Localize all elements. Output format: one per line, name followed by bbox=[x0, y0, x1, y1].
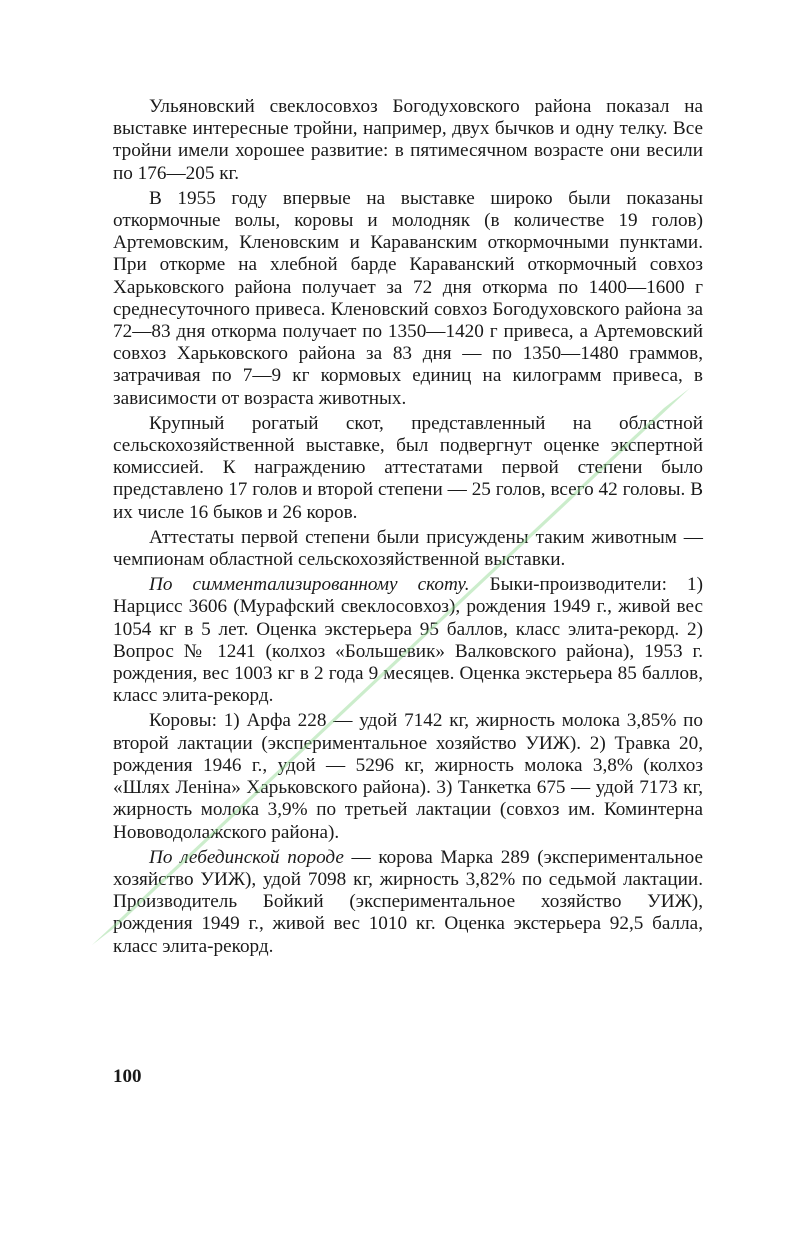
paragraph-5: По симментализированному скоту. Быки-производители: 1) Нарцисс 3606 (Мурафский свеклосовхоз), рождения 1949 г., живой вес 1054 кг в 5 лет. Оценка экстерьера 95 баллов, класс элита-рекорд. 2) Вопрос № 1241 (колхоз «Большевик» Валковского района), 1953 г. рождения, вес 1003 кг в 2 года 9 месяцев. Оценка экстерьера 85 баллов, класс элита-рекорд. bbox=[113, 574, 703, 707]
section-heading-simmental: По симментализированному скоту. bbox=[149, 574, 470, 596]
paragraph-1: Ульяновский свеклосовхоз Богодуховского района показал на выставке интересные тройни, например, двух бычков и одну телку. Все тройни имели хорошее развитие: в пятимесячном возрасте они весили по 176—205 кг. bbox=[113, 96, 703, 184]
paragraph-3: Крупный рогатый скот, представленный на областной сельскохозяйственной выставке, был подвергнут оценке экспертной комиссией. К награждению аттестатами первой степени было представлено 17 голов и второй степени — 25 голов, всего 42 головы. В их числе 16 быков и 26 коров. bbox=[113, 412, 703, 523]
section-heading-lebedin: По лебединской породе bbox=[149, 846, 344, 868]
body-text bbox=[113, 96, 703, 961]
page-number: 100 bbox=[113, 1066, 142, 1087]
paragraph-7: По лебединской породе — корова Марка 289 (экспериментальное хозяйство УИЖ), удой 7098 кг, жирность 3,82% по седьмой лактации. Производитель Бойкий (экспериментальное хозяйство УИЖ), рождения 1949 г., живой вес 1010 кг. Оценка экстерьера 92,5 балла, класс элита-рекорд. bbox=[113, 846, 703, 957]
paragraph-2: В 1955 году впервые на выставке широко были показаны откормочные волы, коровы и молодняк (в количестве 19 голов) Артемовским, Кленовским и Караванским откормочными пунктами. При откорме на хлебной барде Караванский откормочный совхоз Харьковского района получает за 72 дня откорма по 1400—1600 г среднесуточного привеса. Кленовский совхоз Богодуховского района за 72—83 дня откорма получает по 1350—1420 г привеса, а Артемовский совхоз Харьковского района за 83 дня — по 1350—1480 граммов, затрачивая по 7—9 кг кормовых единиц на килограмм привеса, в зависимости от возраста животных. bbox=[113, 187, 703, 409]
paragraph-6: Коровы: 1) Арфа 228 — удой 7142 кг, жирность молока 3,85% по второй лактации (экспериментальное хозяйство УИЖ). 2) Травка 20, рождения 1946 г., удой — 5296 кг, жирность молока 3,8% (колхоз «Шлях Леніна» Харьковского района). 3) Танкетка 675 — удой 7173 кг, жирность молока 3,9% по третьей лактации (совхоз им. Коминтерна Нововодолажского района). bbox=[113, 710, 703, 843]
paragraph-4: Аттестаты первой степени были присуждены таким животным — чемпионам областной сельскохозяйственной выставки. bbox=[113, 526, 703, 571]
